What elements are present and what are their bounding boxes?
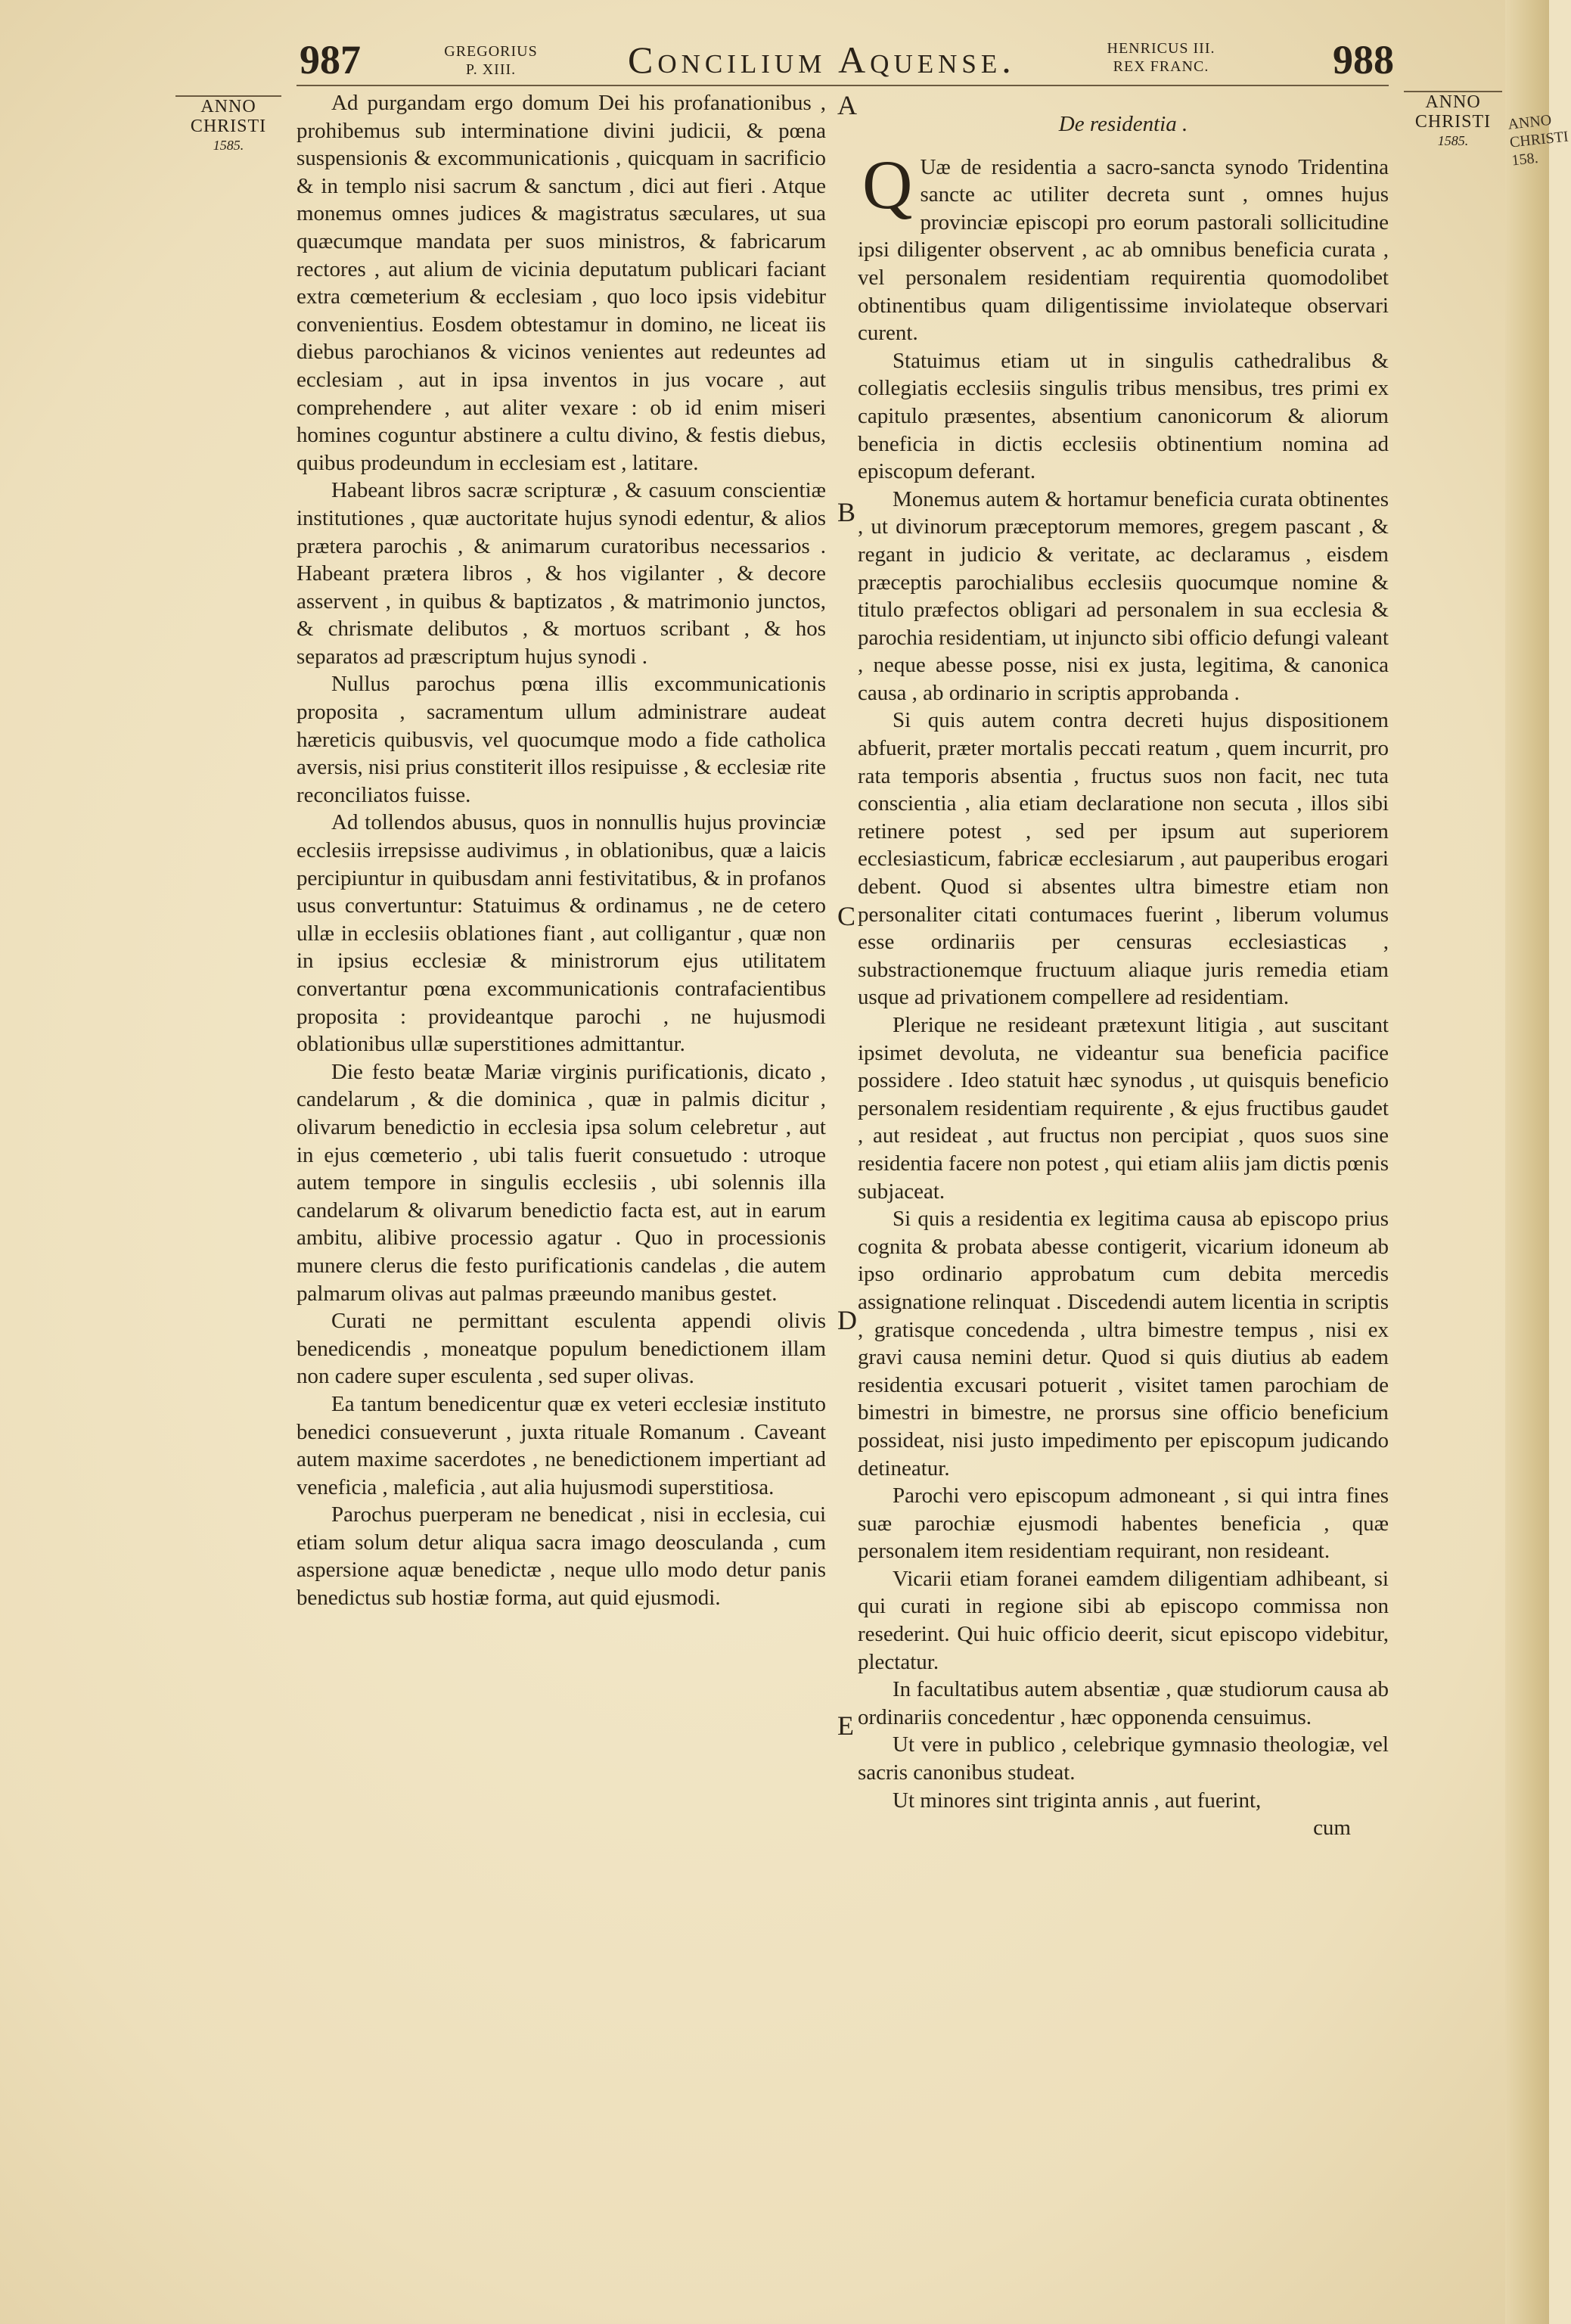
margin-christi: CHRISTI	[190, 117, 267, 136]
margin-year: 1585.	[213, 138, 244, 153]
left-text-column	[297, 89, 826, 2071]
right-running-head	[1089, 39, 1233, 76]
fold-note-line: CHRISTI	[1508, 128, 1569, 151]
right-page-number: 988	[1333, 37, 1394, 82]
section-mark-c: C	[837, 901, 856, 931]
running-header	[0, 33, 1549, 86]
running-head-line: GREGORIUS	[444, 43, 538, 60]
paragraph: Vicarii etiam foranei eamdem diligentiam adhibeant, si qui curati in regione sibi ab episcopo commissa non resederint. Qui huic officio deerit, sicut episcopo videbitur, plectatur.	[858, 1566, 1389, 1674]
left-running-head	[434, 42, 548, 79]
paragraph: Monemus autem & hortamur beneficia curata obtinentes , ut divinorum præceptorum memores, gregem pascant , & regant in judicio & veritate, ac declaramus , eisdem præceptis parochialibus ecclesiis quocumque nomine & titulo præfectos obligari ad personalem in sua ecclesia & parochia residentiam, ut injuncto sibi officio defungi valeant , neque abesse posse, nisi ex justa, legitima, & canonica causa , ab ordinario in scriptis approbanda .	[858, 486, 1389, 705]
paragraph: Curati ne permittant esculenta appendi olivis benedicendis , moneatque populum benedictionem illam non cadere super esculenta , sed super olivas.	[297, 1309, 826, 1389]
running-head-line: HENRICUS III.	[1107, 40, 1216, 57]
paragraph: Nullus parochus pœna illis excommunicationis proposita , sacramentum ullum administrare audeat hæreticis quibusvis, vel quocumque modo a fide catholica aversis, nisi prius constiterit illos resipuisse , & ecclesiæ rite reconciliatos fuisse.	[297, 672, 826, 807]
left-margin-date	[175, 95, 281, 154]
header-rule	[297, 85, 1389, 86]
margin-anno: ANNO	[175, 95, 281, 117]
paragraph: Parochus puerperam ne benedicat , nisi in ecclesia, cui etiam solum detur aliqua sacra imago deosculanda , cum aspersione aquæ benedictæ , neque ullo modo detur panis benedictus sub hostiæ forma, aut quid ejusmodi.	[297, 1502, 826, 1611]
adjacent-page-margin-note	[1507, 111, 1569, 170]
section-mark-d: D	[837, 1305, 857, 1335]
left-page-number: 987	[300, 37, 361, 82]
running-head-line: P. XIII.	[465, 61, 517, 78]
drop-cap: Q	[862, 145, 913, 223]
paragraph: Ad tollendos abusus, quos in nonnullis hujus provinciæ ecclesiis irrepsisse audivimus , in oblationibus, quæ a laicis percipiuntur in quibusdam anni festivitatibus, & in profanos usus convertuntur: Statuimus & ordinamus , ne de cetero ullæ in ecclesiis oblationes fiant , aut colligantur , quæ non in ipsius ecclesiæ & ministrorum ejus utilitatem convertantur pœna excommunicationis contrafacientibus proposita : provideantque parochi , ne hujusmodi oblationibus ullæ superstitiones admittantur.	[297, 810, 826, 1057]
paragraph: Si quis a residentia ex legitima causa ab episcopo prius cognita & probata abesse contigerit, vicarium idoneum ab ipso ordinario approbatum cum debita mercedis assignatione relinquat . Discedendi autem licentia in scriptis , gratisque concedenda , ultra bimestre tempus , nisi ex gravi causa nemini detur. Quod si quis diutius ab eadem residentia excusari potuerit , visitet tamen parochiam de bimestri in bimestre, ne prorsus sine officio beneficium possideat, nisi justo impedimento per episcopum judicando detineatur.	[858, 1207, 1389, 1480]
running-head-line: REX FRANC.	[1113, 58, 1209, 75]
section-mark-a: A	[837, 90, 857, 120]
section-mark-b: B	[837, 497, 856, 527]
margin-anno: ANNO	[1404, 91, 1502, 112]
right-margin-date	[1404, 91, 1502, 150]
right-text-column	[858, 89, 1389, 2071]
paragraph: Ut vere in publico , celebrique gymnasio theologiæ, vel sacris canonibus studeat.	[858, 1732, 1389, 1785]
paragraph: Si quis autem contra decreti hujus dispositionem abfuerit, præter mortalis peccati reatum , quem incurrit, pro rata temporis absentia , fructus suos non facit, nec tuta conscientia , alia etiam declaratione non secuta , illos sibi retinere potest , sed per ipsum aut superiorem ecclesiasticum, fabricæ ecclesiarum , aut pauperibus erogari debent. Quod si absentes ultra bimestre etiam non personaliter citati contumaces fuerint , liberum volumus esse ordinariis per censuras ecclesiasticas , substractionemque fructuum aliaque juris remedia etiam usque ad privationem compellere ad residentiam.	[858, 708, 1389, 1010]
paragraph: Ut minores sint triginta annis , aut fuerint,	[893, 1788, 1262, 1813]
section-mark-e: E	[837, 1710, 854, 1741]
first-paragraph-text: Uæ de residentia a sacro-sancta synodo Tridentina sancte ac utiliter decreta sunt , omnes hujus provinciæ episcopi pro eorum pastorali sollicitudine ipsi diligenter observent , ac ab omnibus beneficia curata , vel personalem residentiam requirentia quomodolibet obtinentibus quam diligentissime inviolateque observari curent.	[858, 154, 1389, 346]
section-heading: De residentia .	[1058, 112, 1188, 136]
page-title: Concilium Aquense.	[628, 39, 1016, 81]
paragraph: Ea tantum benedicentur quæ ex veteri ecclesiæ instituto benedici consueverunt , juxta rituale Romanum . Caveant autem maxime sacerdotes , ne benedictionem impertiant ad veneficia , maleficia , aut alia hujusmodi superstitiosa.	[297, 1391, 826, 1499]
fold-note-line: 158.	[1510, 149, 1539, 169]
catchword: cum	[1313, 1816, 1351, 1841]
adjacent-page-fold	[1505, 0, 1569, 2324]
paragraph: Plerique ne resideant prætexunt litigia , aut suscitant ipsimet devoluta, ne videantur sua beneficia pacifice possidere . Ideo statuit hæc synodus , ut quisquis beneficio personalem residentiam requirente , & ejus fructibus gaudet , aut resideat , aut fructus non percipiat , quos suos sine residentia facere non potest , qui etiam aliis jam dictis pœnis subjaceat.	[858, 1013, 1389, 1204]
paragraph: Ad purgandam ergo domum Dei his profanationibus , prohibemus sub interminatione divini judicii, & pœna suspensionis & excommunicationis , quicquam in sacrificio & in templo nisi sacrum & sanctum , dici aut fieri . Atque monemus omnes judices & magistratus sæculares, ut sua quæcumque mandata per suos ministros, & fabricarum rectores , aut alium de vicinia deputatum publicari faciant extra cœmeterium & ecclesiam , quo loco ipsis videbitur convenientius. Eosdem obtestamur in domino, ne liceat iis diebus parochianos & vicinos venientes aut redeuntes ad ecclesiam , aut in ipsa inventos in jus vocare , aut comprehendere , aut aliter vexare : ob id enim miseri homines coguntur abstinere a cultu divino, & festis diebus, quibus prodeundum in ecclesiam est , latitare.	[297, 91, 826, 475]
fold-note-line: ANNO	[1507, 111, 1553, 133]
margin-year: 1585.	[1437, 133, 1469, 148]
paragraph: Die festo beatæ Mariæ virginis purificationis, dicato , candelarum , & die dominica , quæ in palmis dicitur , olivarum benedictio in ecclesia ipsa solum celebretur , aut in ejus cœmeterio , ubi talis fuerit consuetudo : utroque autem tempore in singulis ecclesiis , ubi solennis illa candelarum & olivarum benedictio facta est, aut in earum ambitu, alibive processio agatur . Quo in processionis munere clerus die festo purificationis candelas , die autem palmarum olivas aut palmas præeundo manibus gestet.	[297, 1059, 826, 1306]
paragraph: Parochi vero episcopum admoneant , si qui intra fines suæ parochiæ ejusmodi habentes beneficia , quæ personalem item residentiam requirant, non resideant.	[858, 1484, 1389, 1564]
first-paragraph	[858, 145, 1389, 347]
paragraph: In facultatibus autem absentiæ , quæ studiorum causa ab ordinariis concedentur , hæc opponenda censuimus.	[858, 1677, 1389, 1729]
margin-christi: CHRISTI	[1414, 112, 1492, 132]
paragraph: Statuimus etiam ut in singulis cathedralibus & collegiatis ecclesiis singulis tribus mensibus, tres primi ex capitulo præsentes, absentium canonicorum & aliorum beneficia in dictis ecclesiis obtinentium nomina ad episcopum deferant.	[858, 348, 1389, 484]
paragraph: Habeant libros sacræ scripturæ , & casuum conscientiæ institutiones , quæ auctoritate hujus synodi edentur, & alios prætera parochis , & animarum curatoribus necessarios . Habeant prætera libros , & hos vigilanter , & decore asservent , in quibus & baptizatos , & matrimonio junctos, & chrismate delibutos , & mortuos scribant , & hos separatos ad præscriptum hujus synodi .	[297, 478, 826, 669]
